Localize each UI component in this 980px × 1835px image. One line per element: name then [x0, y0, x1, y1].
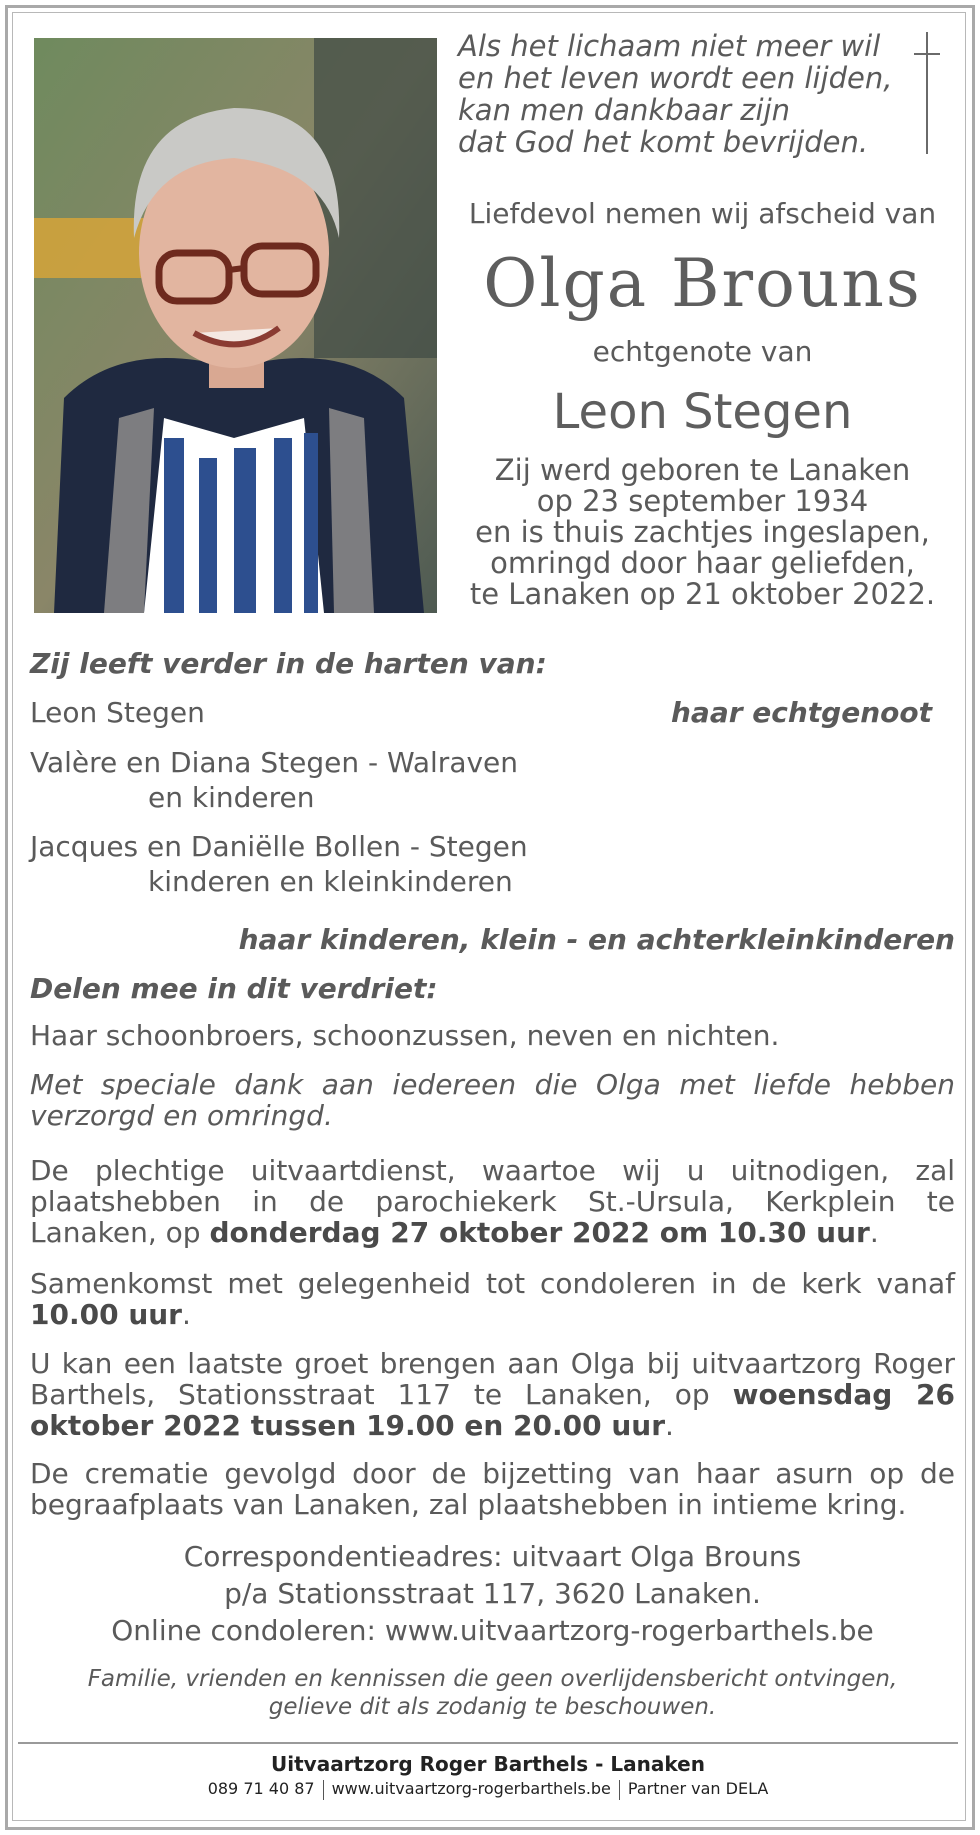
portrait-illustration: [34, 38, 437, 613]
cross-icon: [912, 32, 942, 154]
farewell-text-plain: U kan een laatste groet brengen aan Olga bij uitvaartzorg Roger Barthels, Stationsstraat 117 te Lanaken, op: [30, 1347, 955, 1411]
footer-phone: 089 71 40 87: [207, 1779, 315, 1798]
note-line: Familie, vrienden en kennissen die geen overlijdensbericht ontvingen,: [87, 1666, 898, 1692]
farewell-time: woensdag 26 oktober 2022 tussen 19.00 en 20.00 uur: [30, 1378, 956, 1442]
survivor-family-1: Valère en Diana Stegen - Walraven: [30, 746, 519, 779]
note-line: gelieve dit als zodanig te beschouwen.: [268, 1694, 717, 1720]
farewell-end: .: [665, 1409, 674, 1442]
share-heading: Delen mee in dit verdriet:: [30, 972, 438, 1005]
birth-details: [455, 455, 950, 610]
survivor-family-1-children: en kinderen: [148, 781, 315, 814]
correspondence-line: p/a Stationsstraat 117, 3620 Lanaken.: [224, 1577, 761, 1610]
correspondence-line: Correspondentieadres: uitvaart Olga Brouns: [183, 1540, 802, 1573]
spouse-intro: echtgenote van: [592, 335, 813, 368]
gathering-time: 10.00 uur: [30, 1298, 182, 1331]
birth-line: te Lanaken op 21 oktober 2022.: [469, 577, 936, 611]
gathering-end: .: [182, 1298, 191, 1331]
correspondence: [30, 1538, 955, 1649]
service-date: donderdag 27 oktober 2022 om 10.30 uur: [209, 1216, 870, 1249]
online-condolence-line: Online condoleren: www.uitvaartzorg-rogerbarthels.be: [111, 1614, 874, 1647]
footer-partner: Partner van DELA: [627, 1779, 769, 1798]
poem: [458, 30, 898, 158]
survivor-spouse: Leon Stegen: [30, 696, 205, 729]
survivors-heading: Zij leeft verder in de harten van:: [30, 647, 547, 680]
farewell-text: [30, 1348, 955, 1441]
birth-line: omringd door haar geliefden,: [490, 546, 915, 580]
footer-website[interactable]: www.uitvaartzorg-rogerbarthels.be: [331, 1779, 611, 1798]
children-role: haar kinderen, klein - en achterkleinkinderen: [238, 923, 955, 956]
spouse-name: Leon Stegen: [552, 384, 853, 440]
poem-line: Als het lichaam niet meer wil: [458, 29, 881, 63]
survivor-spouse-role: haar echtgenoot: [670, 696, 932, 729]
birth-line: Zij werd geboren te Lanaken: [494, 453, 911, 487]
poem-line: dat God het komt bevrijden.: [458, 125, 869, 159]
service-text: [30, 1155, 955, 1248]
footer-separator: [323, 1780, 324, 1800]
survivor-family-2-children: kinderen en kleinkinderen: [148, 865, 513, 898]
footer-separator: [619, 1780, 620, 1800]
birth-line: en is thuis zachtjes ingeslapen,: [475, 515, 930, 549]
funeral-home-name: Uitvaartzorg Roger Barthels - Lanaken: [271, 1752, 705, 1776]
thanks-text: Met speciale dank aan iedereen die Olga met liefde hebben verzorgd en omringd.: [30, 1068, 955, 1132]
birth-line: op 23 september 1934: [536, 484, 869, 518]
footer-contact: [18, 1778, 958, 1800]
deceased-name: Olga Brouns: [483, 245, 922, 322]
portrait-photo: [34, 38, 437, 613]
share-line: Haar schoonbroers, schoonzussen, neven en nichten.: [30, 1019, 780, 1052]
survivor-family-2: Jacques en Daniëlle Bollen - Stegen: [30, 830, 528, 863]
gathering-text-plain: Samenkomst met gelegenheid tot condoleren in de kerk vanaf: [30, 1267, 955, 1300]
footer-divider: [18, 1742, 958, 1744]
poem-line: en het leven wordt een lijden,: [458, 61, 893, 95]
service-end: .: [869, 1216, 879, 1249]
notice-note: [30, 1665, 955, 1721]
service-text-plain: De plechtige uitvaartdienst, waartoe wij u uitnodigen, zal plaatshebben in de parochiekerk St.-Ursula, Kerkplein te Lanaken, op: [30, 1154, 955, 1249]
cremation-text: De crematie gevolgd door de bijzetting van haar asurn op de begraafplaats van Lanaken, zal plaatshebben in intieme kring.: [30, 1457, 955, 1521]
intro-text: Liefdevol nemen wij afscheid van: [468, 197, 937, 230]
poem-line: kan men dankbaar zijn: [458, 93, 791, 127]
gathering-text: [30, 1268, 955, 1330]
